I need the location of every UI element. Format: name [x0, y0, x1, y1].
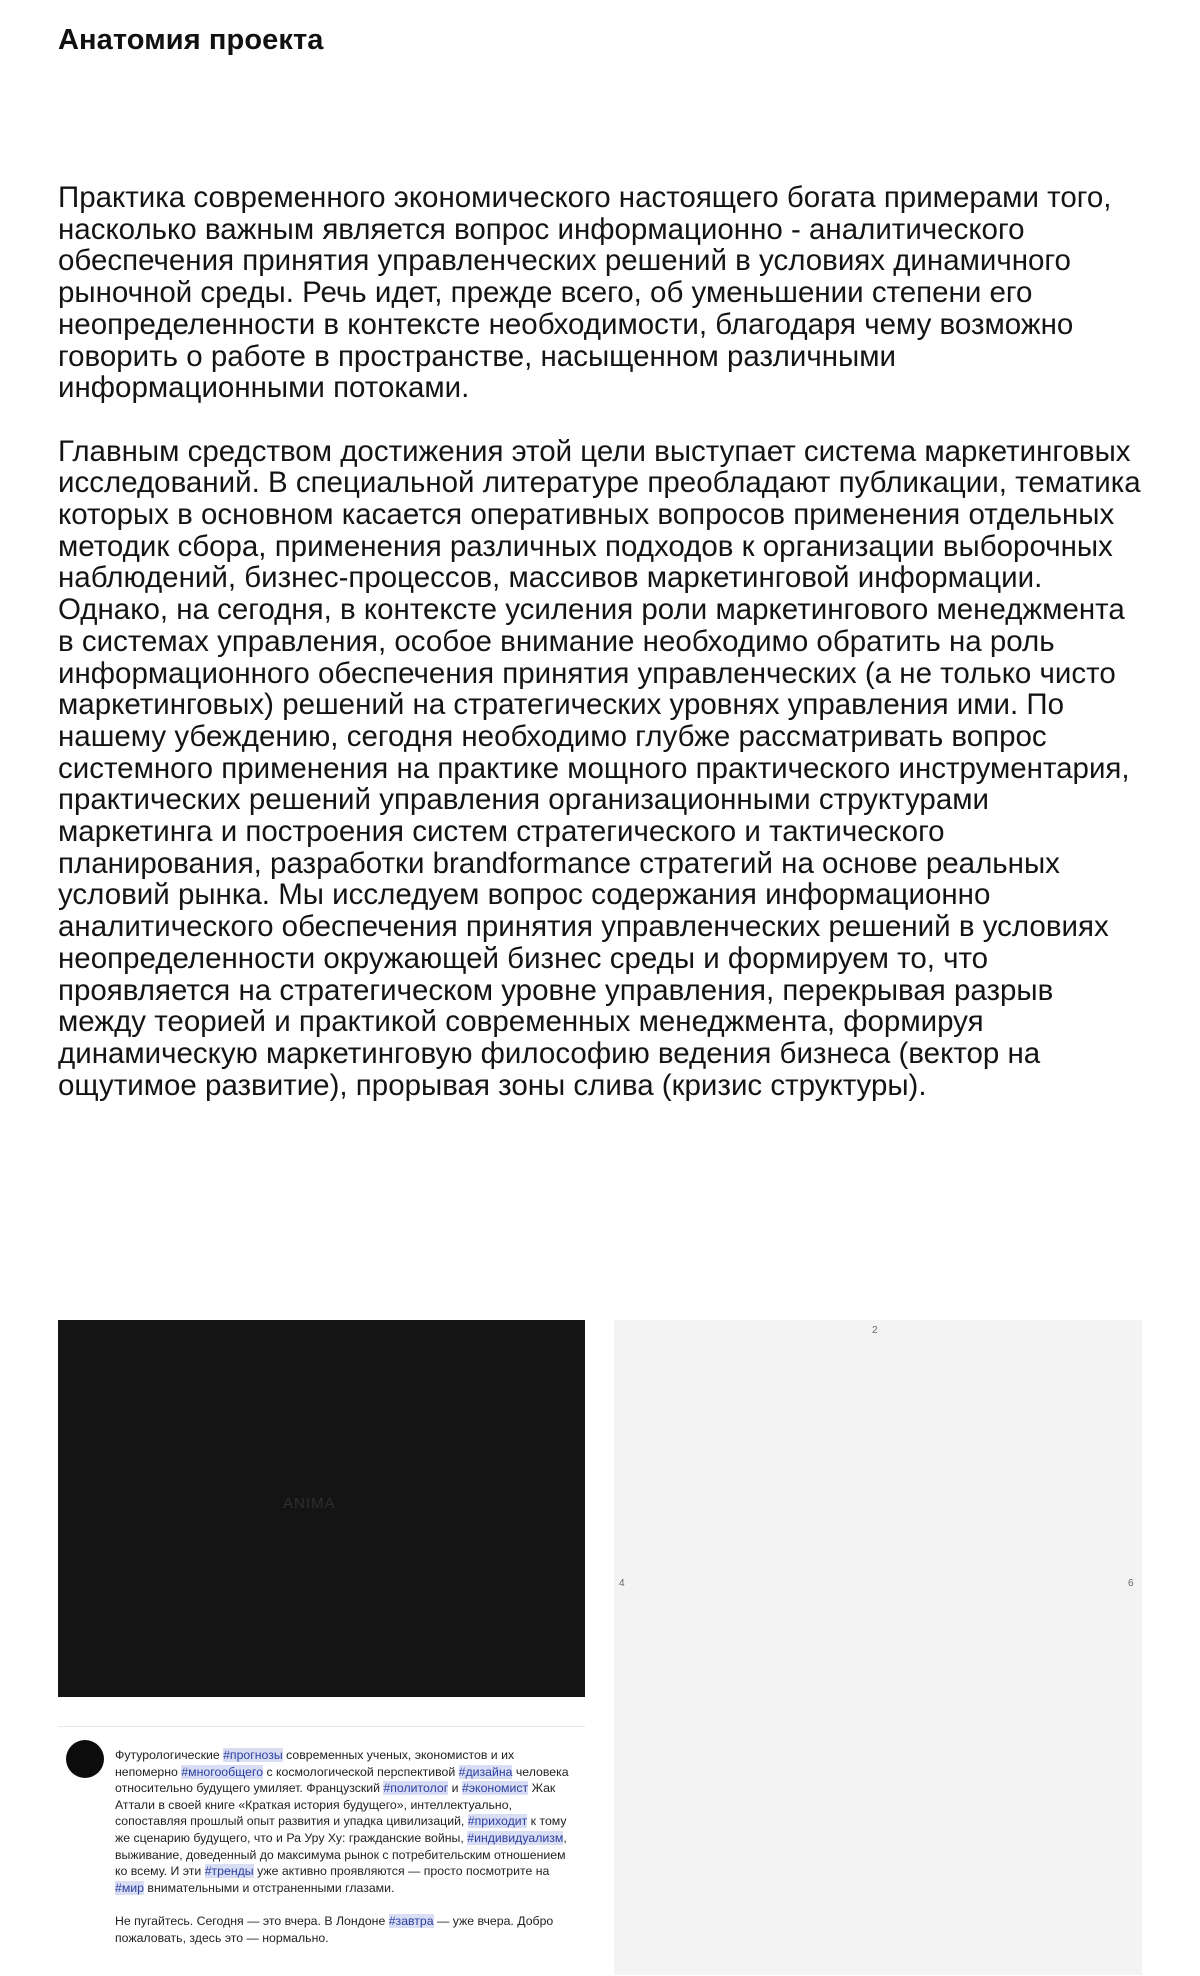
page-number: 6	[1128, 1578, 1134, 1589]
post-text-span: с космологической перспективой	[263, 1764, 459, 1779]
hashtag-link[interactable]: #тренды	[204, 1864, 254, 1879]
article-paragraph: Главным средством достижения этой цели выступает система маркетинговых исследований. В специальной литературе преобладают публикации, тематика которых в основном касается оперативных вопросов применения отдельных методик сбора, применения различных подходов к организации выборочных наблюдений, бизнес-процессов, массивов маркетинговой информации. Однако, на сегодня, в контексте усиления роли маркетингового менеджмента в системах управления, особое внимание необходимо обратить на роль информационного обеспечения принятия управленческих (а не только чисто маркетинговых) решений на стратегических уровнях управления ими. По нашему убеждению, сегодня необходимо глубже рассматривать вопрос системного применения на практике мощного практического инструментария, практических решений управления организационными структурами маркетинга и построения систем стратегического и тактического планирования, разработки brandformance стратегий на основе реальных условий рынка. Мы исследуем вопрос содержания информационно аналитического обеспечения принятия управленческих решений в условиях неопределенности окружающей бизнес среды и формируем то, что проявляется на стратегическом уровне управления, перекрывая разрыв между теорией и практикой современных менеджмента, формируя динамическую маркетинговую философию ведения бизнеса (вектор на ощутимое развитие), прорывая зоны слива (кризис структуры).	[58, 434, 1141, 1102]
post-text-span: уже активно проявляются — просто посмотрите на	[253, 1864, 550, 1879]
page-number: 4	[619, 1578, 625, 1589]
hashtag-link[interactable]: #приходит	[467, 1814, 528, 1829]
page-title: Анатомия проекта	[58, 24, 324, 56]
hashtag-link[interactable]: #дизайна	[458, 1764, 513, 1779]
hashtag-link[interactable]: #политолог	[383, 1781, 449, 1796]
article-body	[58, 182, 1148, 1101]
avatar	[66, 1740, 104, 1778]
post-text-span: Жак Аттали в своей книге «Краткая история будущего», интеллектуально, сопоставляя прошлый опыт развития и упадка цивилизаций,	[115, 1781, 556, 1829]
layout-spread-image	[614, 1320, 1142, 1975]
post-text-span: внимательными и отстраненными глазами.	[144, 1880, 395, 1895]
post-text-span: — уже вчера. Добро пожаловать, здесь это — нормально.	[115, 1913, 554, 1945]
anima-wordmark: ANIMA	[283, 1495, 336, 1512]
post-text	[115, 1747, 577, 1946]
post-text-span: , выживание, доведенный до максимума рынок с потребительским отношением ко всему. И эти	[115, 1830, 567, 1879]
hashtag-link[interactable]: #индивидуализм	[467, 1830, 564, 1845]
hashtag-link[interactable]: #экономист	[461, 1781, 529, 1796]
hashtag-link[interactable]: #многообщего	[181, 1764, 264, 1779]
hashtag-link[interactable]: #мир	[115, 1880, 145, 1895]
post-text-span: современных ученых, экономистов и их непомерно	[115, 1748, 515, 1779]
hashtag-link[interactable]: #завтра	[388, 1913, 434, 1928]
article-paragraph: Практика современного экономического настоящего богата примерами того, насколько важным является вопрос информационно - аналитического обеспечения принятия управленческих решений в условиях динамичного рыночной среды. Речь идет, прежде всего, об уменьшении степени его неопределенности в контексте необходимости, благодаря чему возможно говорить о работе в пространстве, насыщенном различными информационными потоками.	[58, 181, 1112, 405]
post-text-span: к тому же сценарию будущего, что и Ра Уру Ху: гражданские войны,	[115, 1814, 567, 1845]
project-cover-image	[58, 1320, 585, 1697]
post-text-span: человека относительно будущего умиляет. Французский	[115, 1764, 569, 1796]
post-paragraph	[115, 1747, 577, 1896]
social-post-screenshot	[58, 1726, 585, 1976]
post-text-span: Футурологические	[115, 1748, 224, 1762]
post-paragraph	[115, 1913, 577, 1946]
post-text-span: Не пугайтесь. Сегодня — это вчера. В Лондоне	[115, 1913, 389, 1928]
page-number: 2	[872, 1325, 878, 1336]
post-text-span: и	[448, 1781, 462, 1796]
hashtag-link[interactable]: #прогнозы	[223, 1748, 283, 1762]
